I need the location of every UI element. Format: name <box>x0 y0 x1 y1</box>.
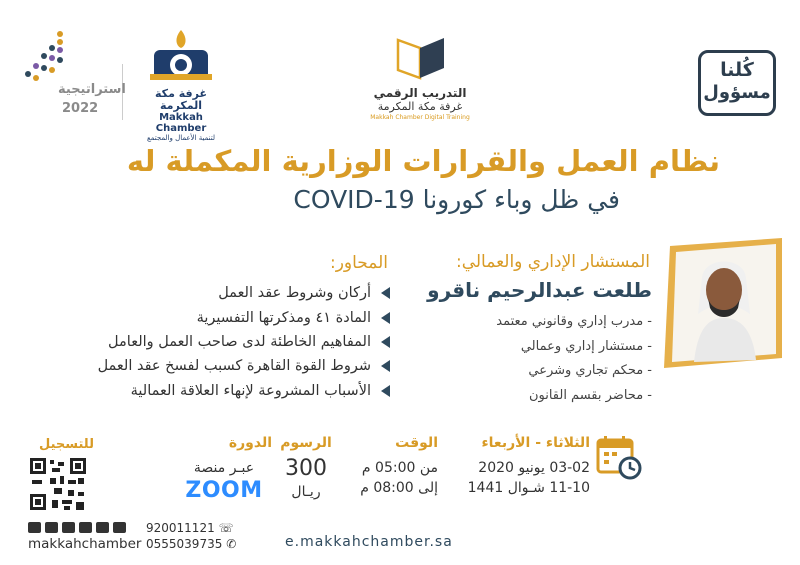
strategy-year: 2022 <box>62 101 99 116</box>
zoom-logo: ZOOM <box>185 478 263 503</box>
days-label: الثلاثاء - الأربعاء <box>481 435 590 451</box>
consultant-roles <box>420 310 652 408</box>
date-block <box>458 434 590 498</box>
chamber-tagline: لتنمية الأعمال والمجتمع <box>146 134 215 142</box>
strategy-2022-logo <box>18 28 126 120</box>
consultant-role: - مدرب إداري وقانوني معتمد <box>496 314 652 329</box>
consultant-role: - مستشار إداري وعمالي <box>520 338 652 354</box>
topics-list <box>20 281 390 403</box>
topics-label: المحاور: <box>329 253 388 273</box>
phone-number-1[interactable]: 920011121 <box>146 521 215 535</box>
triangle-bullet-icon <box>381 360 390 372</box>
topic-text: المفاهيم الخاطئة لدى صاحب العمل والعامل <box>108 333 371 350</box>
triangle-bullet-icon <box>381 287 390 299</box>
topic-item <box>20 305 390 329</box>
facebook-icon[interactable] <box>45 522 58 533</box>
digital-training-logo <box>360 34 480 122</box>
chamber-emblem-icon <box>146 28 216 84</box>
topic-item <box>20 379 390 403</box>
time-from: من 05:00 م <box>361 460 438 476</box>
topic-text: الأسباب المشروعة لإنهاء العلاقة العمالية <box>130 382 371 399</box>
topic-item <box>20 354 390 378</box>
linkedin-icon[interactable] <box>79 522 92 533</box>
consultant-photo <box>664 238 782 368</box>
kulna-line2: مسؤول <box>703 82 771 103</box>
triangle-bullet-icon <box>381 385 390 397</box>
twitter-icon[interactable] <box>28 522 41 533</box>
whatsapp-icon: ✆ <box>226 537 237 551</box>
chamber-english-name: Makkah Chamber <box>155 112 207 134</box>
topic-text: أركان وشروط عقد العمل <box>218 285 371 302</box>
fees-currency: ريـال <box>291 484 321 500</box>
qr-code[interactable] <box>28 456 88 512</box>
email-address[interactable]: e.makkahchamber.sa <box>285 534 453 550</box>
youtube-icon[interactable] <box>113 522 126 533</box>
kulna-masool-logo <box>698 50 776 116</box>
page-subtitle: في ظل وباء كورونا COVID-19 <box>293 185 620 214</box>
course-label: الدورة <box>228 435 272 451</box>
dt-title: التدريب الرقمي <box>373 86 467 100</box>
phone-line[interactable] <box>146 520 236 536</box>
open-book-icon <box>390 34 450 80</box>
phone-number-2[interactable]: 0555039735 <box>146 537 223 551</box>
makkah-chamber-logo <box>140 28 222 142</box>
time-label: الوقت <box>395 435 438 451</box>
chamber-arabic-name: غرفة مكة المكرمة <box>155 87 207 112</box>
consultant-role: - محاضر بقسم القانون <box>528 387 652 403</box>
consultant-name: طلعت عبدالرحيم ناقرو <box>427 278 652 302</box>
kulna-line1: كُلنا <box>720 59 754 81</box>
consultant-role: - محكم تجاري وشرعي <box>528 363 652 378</box>
dots-pattern-icon <box>22 28 72 88</box>
time-to: إلى 08:00 م <box>360 480 438 496</box>
instagram-icon[interactable] <box>62 522 75 533</box>
dt-english: Makkah Chamber Digital Training <box>370 114 470 121</box>
time-block <box>340 434 438 498</box>
fees-label: الرسوم <box>280 435 332 451</box>
course-platform: عبـر منصة <box>193 460 255 476</box>
topic-item <box>20 281 390 305</box>
fees-amount: 300 <box>285 456 327 481</box>
consultant-label: المستشار الإداري والعمالي: <box>455 252 650 272</box>
triangle-bullet-icon <box>381 312 390 324</box>
date-gregorian: 03-02 يونيو 2020 <box>478 460 590 476</box>
date-hijri: 11-10 شـوال 1441 <box>467 480 590 496</box>
fees-block <box>276 434 336 502</box>
snapchat-icon[interactable] <box>96 522 109 533</box>
phone-icon: ☏ <box>218 521 234 535</box>
triangle-bullet-icon <box>381 336 390 348</box>
page-title: نظام العمل والقرارات الوزارية المكملة له <box>126 144 720 178</box>
calendar-clock-icon <box>596 434 642 480</box>
social-icons <box>28 522 126 533</box>
topic-item <box>20 330 390 354</box>
register-label: للتسجيل <box>38 437 94 452</box>
strategy-word: استراتيجية <box>58 82 126 97</box>
dt-subtitle: غرفة مكة المكرمة <box>377 100 463 113</box>
topic-text: المادة ٤١ ومذكرتها التفسيرية <box>196 309 371 326</box>
course-block <box>176 434 272 503</box>
topic-text: شروط القوة القاهرة كسبب لفسخ عقد العمل <box>97 358 371 375</box>
whatsapp-line[interactable] <box>146 536 236 552</box>
phone-numbers <box>146 520 236 552</box>
social-handle[interactable]: makkahchamber <box>28 536 142 552</box>
